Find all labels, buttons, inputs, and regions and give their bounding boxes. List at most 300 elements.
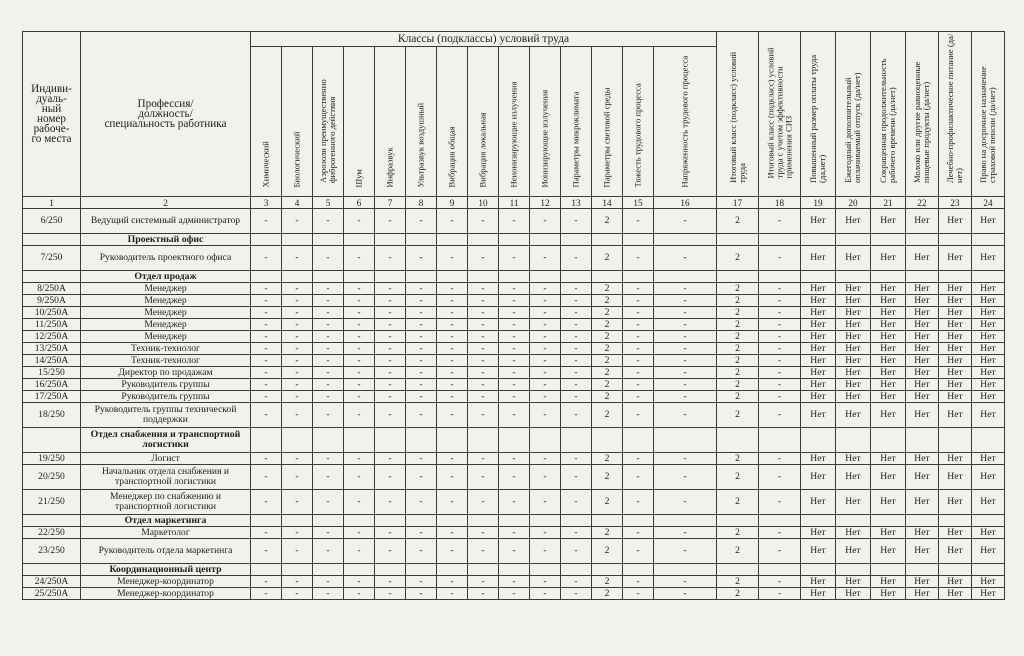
table-row	[23, 490, 1005, 515]
table-cell: -	[282, 490, 313, 515]
table-cell: 2	[592, 319, 623, 331]
table-cell: -	[623, 295, 654, 307]
table-cell: Нет	[836, 295, 871, 307]
table-cell: -	[375, 319, 406, 331]
table-cell: -	[437, 403, 468, 428]
table-cell: 2	[592, 465, 623, 490]
table-cell: Нет	[801, 588, 836, 600]
table-cell: Нет	[871, 355, 906, 367]
table-cell: Нет	[939, 246, 972, 271]
table-cell: -	[759, 490, 801, 515]
table-cell: -	[530, 465, 561, 490]
table-cell: Нет	[801, 331, 836, 343]
table-row	[23, 331, 1005, 343]
table-cell: Нет	[972, 453, 1005, 465]
table-cell: 2	[717, 343, 759, 355]
table-cell: -	[468, 527, 499, 539]
table-cell: -	[468, 343, 499, 355]
table-cell: -	[437, 355, 468, 367]
table-cell: -	[468, 403, 499, 428]
table-cell: -	[468, 588, 499, 600]
table-cell: -	[623, 588, 654, 600]
table-cell: -	[654, 465, 717, 490]
table-cell: -	[530, 307, 561, 319]
table-cell: Нет	[801, 295, 836, 307]
table-cell: -	[623, 246, 654, 271]
factor-header: Аэрозоли преимущественно фиброгенного действия	[313, 47, 344, 197]
table-cell: -	[530, 490, 561, 515]
table-cell: -	[437, 588, 468, 600]
table-cell: -	[561, 331, 592, 343]
table-cell: Нет	[939, 465, 972, 490]
table-header	[23, 32, 1005, 209]
workplace-number: 9/250А	[23, 295, 81, 307]
table-cell: Нет	[906, 343, 939, 355]
column-number: 4	[282, 197, 313, 209]
table-cell: -	[499, 490, 530, 515]
workplace-number: 11/250А	[23, 319, 81, 331]
table-cell: -	[344, 283, 375, 295]
table-cell: -	[344, 539, 375, 564]
table-row	[23, 527, 1005, 539]
table-cell: Нет	[972, 307, 1005, 319]
table-cell: -	[530, 527, 561, 539]
table-cell: -	[530, 246, 561, 271]
table-cell: -	[561, 379, 592, 391]
table-cell: Нет	[871, 391, 906, 403]
table-cell: Нет	[939, 379, 972, 391]
table-cell: -	[406, 295, 437, 307]
table-cell: -	[375, 367, 406, 379]
table-cell: Нет	[871, 209, 906, 234]
table-cell: -	[251, 307, 282, 319]
table-cell: 2	[592, 379, 623, 391]
table-cell: -	[251, 343, 282, 355]
table-cell: Нет	[906, 367, 939, 379]
table-cell: 2	[717, 465, 759, 490]
table-cell: -	[375, 379, 406, 391]
table-cell: Нет	[871, 527, 906, 539]
table-row	[23, 319, 1005, 331]
table-cell: -	[623, 379, 654, 391]
table-cell: Нет	[871, 588, 906, 600]
table-cell: Нет	[972, 283, 1005, 295]
table-cell: Нет	[836, 391, 871, 403]
table-cell: -	[499, 588, 530, 600]
table-cell: -	[313, 576, 344, 588]
table-cell: -	[499, 246, 530, 271]
table-cell: -	[499, 307, 530, 319]
factor-header: Параметры микроклимата	[561, 47, 592, 197]
table-cell: 2	[717, 576, 759, 588]
table-cell: Нет	[906, 379, 939, 391]
table-cell: Нет	[939, 588, 972, 600]
table-cell: -	[561, 527, 592, 539]
table-cell: -	[344, 307, 375, 319]
workplace-number: 21/250	[23, 490, 81, 515]
table-cell: Нет	[801, 403, 836, 428]
table-cell: -	[375, 283, 406, 295]
table-cell: 2	[592, 307, 623, 319]
profession-name: Менеджер	[81, 283, 251, 295]
table-cell: -	[530, 403, 561, 428]
table-cell: Нет	[801, 391, 836, 403]
table-cell: 2	[717, 490, 759, 515]
table-cell: -	[375, 539, 406, 564]
table-cell: -	[406, 319, 437, 331]
table-cell: Нет	[871, 283, 906, 295]
table-cell: -	[406, 490, 437, 515]
extra-header: Итоговый класс (подкласс) условий труда	[717, 32, 759, 197]
table-cell: -	[530, 283, 561, 295]
table-cell: Нет	[972, 490, 1005, 515]
column-number: 16	[654, 197, 717, 209]
table-cell: -	[313, 490, 344, 515]
table-cell: -	[654, 209, 717, 234]
table-row	[23, 246, 1005, 271]
table-cell: Нет	[939, 490, 972, 515]
table-row	[23, 576, 1005, 588]
table-cell: -	[759, 295, 801, 307]
table-cell: Нет	[836, 576, 871, 588]
table-cell: -	[282, 209, 313, 234]
table-cell: 2	[592, 453, 623, 465]
section-row	[23, 515, 1005, 527]
table-cell: -	[468, 539, 499, 564]
table-cell: -	[313, 307, 344, 319]
table-cell: -	[759, 209, 801, 234]
table-cell: -	[759, 246, 801, 271]
table-cell: -	[623, 391, 654, 403]
table-row	[23, 465, 1005, 490]
table-cell: -	[313, 295, 344, 307]
extra-header: Ежегодный дополнительный оплачиваемый отпуск (да/нет)	[836, 32, 871, 197]
table-cell: Нет	[972, 588, 1005, 600]
column-number: 10	[468, 197, 499, 209]
table-row	[23, 209, 1005, 234]
profession-name: Техник-технолог	[81, 343, 251, 355]
table-cell: -	[468, 453, 499, 465]
table-cell: 2	[592, 576, 623, 588]
table-cell: -	[499, 343, 530, 355]
table-cell: -	[437, 343, 468, 355]
extra-header: Право на досрочное назначение страховой пенсии (да/нет)	[972, 32, 1005, 197]
factor-header: Химический	[251, 47, 282, 197]
table-cell: -	[344, 367, 375, 379]
table-cell: Нет	[906, 588, 939, 600]
table-cell: -	[437, 490, 468, 515]
table-cell: 2	[717, 295, 759, 307]
table-cell: -	[313, 391, 344, 403]
table-cell: Нет	[972, 539, 1005, 564]
table-cell: Нет	[871, 465, 906, 490]
table-cell: 2	[592, 295, 623, 307]
table-cell: -	[313, 367, 344, 379]
table-cell: -	[561, 403, 592, 428]
table-cell: -	[344, 453, 375, 465]
table-cell: Нет	[972, 403, 1005, 428]
table-cell: -	[375, 453, 406, 465]
table-cell: -	[759, 391, 801, 403]
table-cell: Нет	[906, 295, 939, 307]
table-cell: -	[344, 331, 375, 343]
factor-header: Тяжесть трудового процесса	[623, 47, 654, 197]
table-cell: Нет	[871, 453, 906, 465]
table-cell: 2	[592, 539, 623, 564]
table-cell: -	[654, 319, 717, 331]
profession-name: Руководитель группы	[81, 391, 251, 403]
profession-name: Логист	[81, 453, 251, 465]
section-row	[23, 564, 1005, 576]
table-cell: -	[468, 379, 499, 391]
section-title: Отдел маркетинга	[81, 515, 251, 527]
table-cell: -	[623, 453, 654, 465]
table-cell: -	[759, 367, 801, 379]
table-cell: Нет	[939, 319, 972, 331]
table-cell: Нет	[836, 539, 871, 564]
table-cell: -	[759, 465, 801, 490]
table-cell: Нет	[836, 307, 871, 319]
column-number: 2	[81, 197, 251, 209]
column-number: 7	[375, 197, 406, 209]
table-cell: -	[375, 391, 406, 403]
factor-header: Ультразвук воздушный	[406, 47, 437, 197]
table-cell: 2	[717, 453, 759, 465]
table-cell: -	[437, 209, 468, 234]
table-cell: -	[623, 307, 654, 319]
table-cell: -	[437, 391, 468, 403]
table-cell: Нет	[836, 379, 871, 391]
table-row	[23, 355, 1005, 367]
table-cell: -	[313, 379, 344, 391]
table-cell: -	[282, 307, 313, 319]
table-cell: -	[654, 576, 717, 588]
table-cell: -	[530, 379, 561, 391]
table-cell: -	[406, 343, 437, 355]
table-cell: -	[561, 391, 592, 403]
table-cell: -	[623, 490, 654, 515]
table-cell: -	[437, 379, 468, 391]
extra-header: Молоко или другие равноценные пищевые продукты (да/нет)	[906, 32, 939, 197]
table-cell: -	[654, 527, 717, 539]
table-cell: -	[654, 379, 717, 391]
table-cell: -	[654, 403, 717, 428]
table-cell: -	[759, 576, 801, 588]
profession-name: Ведущий системный администратор	[81, 209, 251, 234]
table-cell: -	[313, 209, 344, 234]
table-cell: -	[282, 539, 313, 564]
table-cell: 2	[592, 527, 623, 539]
table-cell: -	[251, 331, 282, 343]
profession-name: Менеджер-координатор	[81, 588, 251, 600]
table-cell: -	[313, 319, 344, 331]
table-cell: -	[437, 307, 468, 319]
table-row	[23, 539, 1005, 564]
table-cell: 2	[717, 539, 759, 564]
table-cell: 2	[717, 403, 759, 428]
table-cell: Нет	[972, 209, 1005, 234]
table-cell: -	[406, 465, 437, 490]
table-cell: -	[313, 403, 344, 428]
table-cell: -	[251, 403, 282, 428]
table-cell: -	[561, 539, 592, 564]
table-cell: -	[251, 355, 282, 367]
table-cell: -	[282, 403, 313, 428]
table-cell: -	[437, 576, 468, 588]
table-cell: 2	[592, 367, 623, 379]
column-number: 24	[972, 197, 1005, 209]
table-cell: Нет	[939, 355, 972, 367]
table-cell: -	[406, 539, 437, 564]
table-cell: -	[344, 355, 375, 367]
table-cell: -	[654, 367, 717, 379]
table-cell: -	[251, 367, 282, 379]
table-cell: 2	[592, 403, 623, 428]
table-cell: Нет	[972, 295, 1005, 307]
table-cell: Нет	[939, 453, 972, 465]
table-cell: -	[499, 403, 530, 428]
table-cell: -	[530, 391, 561, 403]
table-cell: -	[561, 490, 592, 515]
table-cell: -	[282, 331, 313, 343]
profession-name: Руководитель отдела маркетинга	[81, 539, 251, 564]
extra-header: Лечебно-профилактическое питание (да/нет)	[939, 32, 972, 197]
workplace-number: 6/250	[23, 209, 81, 234]
column-number: 18	[759, 197, 801, 209]
table-cell: Нет	[939, 295, 972, 307]
table-cell: Нет	[801, 343, 836, 355]
table-cell: Нет	[836, 331, 871, 343]
table-cell: -	[406, 331, 437, 343]
table-cell: -	[375, 490, 406, 515]
table-cell: Нет	[801, 319, 836, 331]
table-cell: Нет	[801, 576, 836, 588]
table-cell: -	[468, 490, 499, 515]
table-cell: Нет	[836, 453, 871, 465]
table-cell: -	[282, 465, 313, 490]
table-cell: -	[313, 588, 344, 600]
table-cell: -	[282, 246, 313, 271]
table-cell: -	[654, 588, 717, 600]
profession-name: Начальник отдела снабжения и транспортной логистики	[81, 465, 251, 490]
table-cell: 2	[717, 367, 759, 379]
table-cell: 2	[717, 331, 759, 343]
table-cell: Нет	[939, 307, 972, 319]
table-cell: -	[623, 527, 654, 539]
table-cell: Нет	[906, 391, 939, 403]
table-cell: -	[251, 209, 282, 234]
column-number: 9	[437, 197, 468, 209]
table-cell: -	[375, 355, 406, 367]
table-cell: 2	[717, 527, 759, 539]
table-cell: -	[313, 343, 344, 355]
workplace-number: 22/250	[23, 527, 81, 539]
table-cell: -	[499, 391, 530, 403]
table-cell: Нет	[939, 367, 972, 379]
table-cell: Нет	[871, 343, 906, 355]
table-cell: Нет	[906, 209, 939, 234]
column-number: 14	[592, 197, 623, 209]
workplace-number: 7/250	[23, 246, 81, 271]
table-cell: -	[251, 490, 282, 515]
table-cell: -	[282, 319, 313, 331]
table-cell: -	[344, 379, 375, 391]
classes-header: Классы (подклассы) условий труда	[251, 32, 717, 47]
table-cell: Нет	[906, 307, 939, 319]
table-cell: -	[313, 355, 344, 367]
table-cell: 2	[717, 209, 759, 234]
table-cell: 2	[592, 391, 623, 403]
table-cell: -	[468, 246, 499, 271]
table-row	[23, 588, 1005, 600]
table-cell: Нет	[871, 307, 906, 319]
table-cell: Нет	[836, 403, 871, 428]
table-cell: Нет	[906, 355, 939, 367]
workplace-number: 10/250А	[23, 307, 81, 319]
table-cell: -	[561, 246, 592, 271]
table-cell: Нет	[906, 283, 939, 295]
table-cell: -	[530, 367, 561, 379]
table-cell: Нет	[801, 453, 836, 465]
table-cell: 2	[717, 283, 759, 295]
table-cell: Нет	[906, 527, 939, 539]
table-cell: Нет	[972, 379, 1005, 391]
table-cell: -	[406, 391, 437, 403]
table-cell: -	[313, 283, 344, 295]
workplace-number: 14/250А	[23, 355, 81, 367]
table-cell: -	[406, 209, 437, 234]
workplace-number: 8/250А	[23, 283, 81, 295]
table-cell: -	[654, 391, 717, 403]
table-cell: -	[282, 343, 313, 355]
table-row	[23, 343, 1005, 355]
table-cell: Нет	[972, 246, 1005, 271]
table-cell: Нет	[801, 490, 836, 515]
table-cell: Нет	[871, 246, 906, 271]
table-cell: -	[468, 209, 499, 234]
table-cell: -	[759, 343, 801, 355]
table-cell: -	[499, 295, 530, 307]
table-cell: -	[623, 355, 654, 367]
workplace-number: 18/250	[23, 403, 81, 428]
table-cell: -	[251, 453, 282, 465]
table-cell: -	[313, 453, 344, 465]
table-cell: -	[344, 343, 375, 355]
factor-header: Параметры световой среды	[592, 47, 623, 197]
table-cell: Нет	[836, 465, 871, 490]
table-cell: -	[406, 355, 437, 367]
table-cell: -	[530, 588, 561, 600]
table-cell: -	[654, 331, 717, 343]
table-cell: -	[654, 490, 717, 515]
table-cell: -	[282, 391, 313, 403]
table-cell: -	[375, 343, 406, 355]
table-cell: Нет	[972, 391, 1005, 403]
table-cell: Нет	[939, 343, 972, 355]
table-cell: -	[499, 379, 530, 391]
table-cell: -	[654, 283, 717, 295]
table-cell: -	[313, 539, 344, 564]
table-cell: -	[759, 331, 801, 343]
profession-name: Менеджер	[81, 319, 251, 331]
column-number: 13	[561, 197, 592, 209]
table-cell: Нет	[836, 367, 871, 379]
table-cell: 2	[717, 379, 759, 391]
table-cell: -	[530, 319, 561, 331]
workplace-number: 17/250А	[23, 391, 81, 403]
table-cell: -	[530, 295, 561, 307]
table-cell: -	[344, 391, 375, 403]
